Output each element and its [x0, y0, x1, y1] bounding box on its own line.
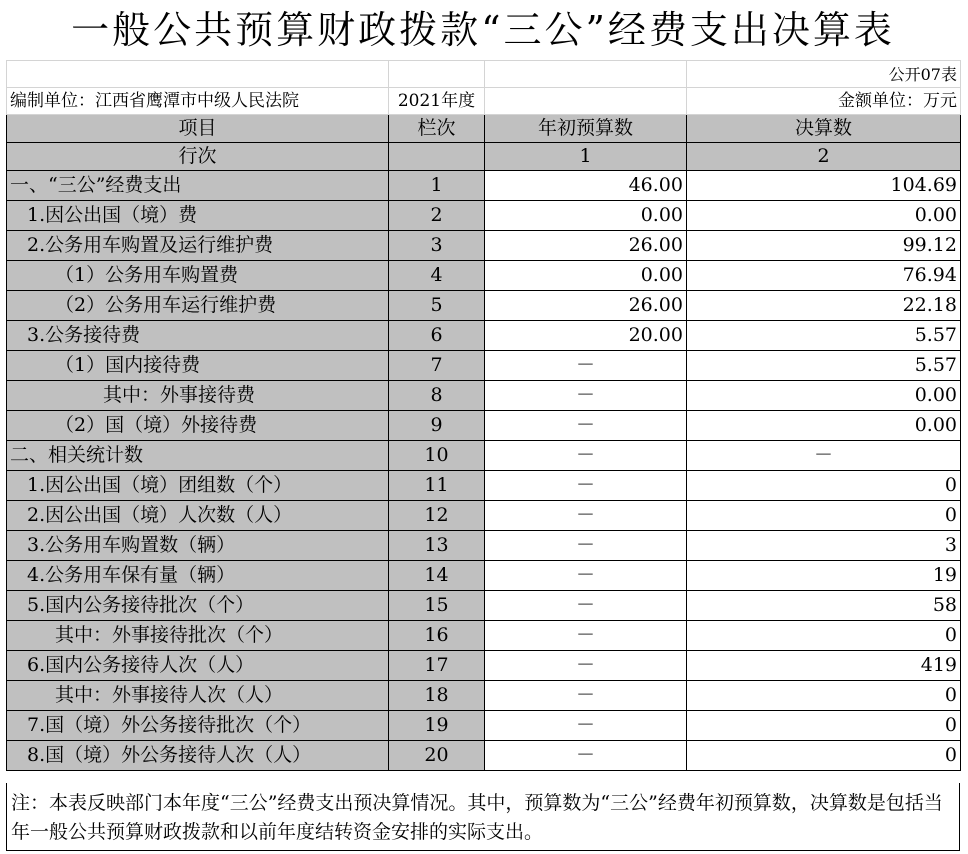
row-seq: 3 [389, 231, 485, 261]
row-seq: 12 [389, 501, 485, 531]
row-seq: 15 [389, 591, 485, 621]
table-row [7, 321, 961, 351]
row-final: 0 [687, 681, 961, 711]
row-final: 0 [687, 621, 961, 651]
row-budget: － [485, 411, 687, 441]
row-seq: 20 [389, 741, 485, 771]
row-seq: 5 [389, 291, 485, 321]
row-item: 1.因公出国（境）团组数（个） [7, 471, 389, 501]
table-row [7, 531, 961, 561]
row-seq: 1 [389, 171, 485, 201]
row-final: 19 [687, 561, 961, 591]
row-budget: － [485, 531, 687, 561]
row-budget: 26.00 [485, 291, 687, 321]
header-row [7, 115, 961, 143]
row-item: 4.公务用车保有量（辆） [7, 561, 389, 591]
expenditure-table [6, 60, 961, 771]
row-seq: 14 [389, 561, 485, 591]
row-seq: 2 [389, 201, 485, 231]
row-final: 58 [687, 591, 961, 621]
table-row [7, 291, 961, 321]
row-budget: － [485, 441, 687, 471]
row-seq: 16 [389, 621, 485, 651]
table-row [7, 231, 961, 261]
row-budget: － [485, 561, 687, 591]
row-budget: 26.00 [485, 231, 687, 261]
table-row [7, 741, 961, 771]
row-budget: － [485, 501, 687, 531]
row-final: 0 [687, 501, 961, 531]
row-item: 2.因公出国（境）人次数（人） [7, 501, 389, 531]
fiscal-year: 2021年度 [389, 88, 485, 115]
row-budget: － [485, 741, 687, 771]
row-final: 419 [687, 651, 961, 681]
row-budget: 46.00 [485, 171, 687, 201]
row-seq: 18 [389, 681, 485, 711]
row-seq: 4 [389, 261, 485, 291]
table-row [7, 591, 961, 621]
compiling-unit: 编制单位：江西省鹰潭市中级人民法院 [7, 88, 389, 115]
row-seq: 9 [389, 411, 485, 441]
row-budget: － [485, 711, 687, 741]
row-budget: － [485, 621, 687, 651]
table-row [7, 501, 961, 531]
code-row [7, 61, 961, 88]
row-budget: － [485, 681, 687, 711]
table-row [7, 381, 961, 411]
row-budget: － [485, 651, 687, 681]
table-row [7, 171, 961, 201]
row-item: （2）公务用车运行维护费 [7, 291, 389, 321]
header-final: 决算数 [687, 115, 961, 143]
row-final: 0 [687, 711, 961, 741]
row-budget: － [485, 351, 687, 381]
row-item: 二、相关统计数 [7, 441, 389, 471]
table-row [7, 261, 961, 291]
table-row [7, 621, 961, 651]
row-item: 7.国（境）外公务接待批次（个） [7, 711, 389, 741]
row-seq: 13 [389, 531, 485, 561]
row-seq: 6 [389, 321, 485, 351]
table-row [7, 561, 961, 591]
footnote-text: 注：本表反映部门本年度“三公”经费支出预决算情况。其中，预算数为“三公”经费年初预算数，决算数是包括当年一般公共预算财政拨款和以前年度结转资金安排的实际支出。 [11, 792, 943, 843]
row-final: 0.00 [687, 381, 961, 411]
row-seq: 17 [389, 651, 485, 681]
row-item: 3.公务用车购置数（辆） [7, 531, 389, 561]
row-final: 5.57 [687, 351, 961, 381]
table-row [7, 441, 961, 471]
header-col2: 2 [687, 143, 961, 171]
row-item: 3.公务接待费 [7, 321, 389, 351]
row-budget: 0.00 [485, 201, 687, 231]
row-item: （1）国内接待费 [7, 351, 389, 381]
row-final: 76.94 [687, 261, 961, 291]
row-final: 0.00 [687, 411, 961, 441]
table-row [7, 471, 961, 501]
header-item: 项目 [7, 115, 389, 143]
row-final: 0 [687, 471, 961, 501]
table-row [7, 411, 961, 441]
header-index-row [7, 143, 961, 171]
row-final: 5.57 [687, 321, 961, 351]
row-final: 0.00 [687, 201, 961, 231]
row-final: 0 [687, 741, 961, 771]
row-final: － [687, 441, 961, 471]
unit-row [7, 88, 961, 115]
row-seq: 7 [389, 351, 485, 381]
row-item: 其中：外事接待人次（人） [7, 681, 389, 711]
table-row [7, 681, 961, 711]
row-budget: 0.00 [485, 261, 687, 291]
row-seq: 11 [389, 471, 485, 501]
header-budget: 年初预算数 [485, 115, 687, 143]
row-item: （2）国（境）外接待费 [7, 411, 389, 441]
row-final: 3 [687, 531, 961, 561]
row-item: 1.因公出国（境）费 [7, 201, 389, 231]
row-budget: － [485, 381, 687, 411]
table-code: 公开07表 [687, 61, 961, 88]
row-item: 其中：外事接待批次（个） [7, 621, 389, 651]
row-budget: 20.00 [485, 321, 687, 351]
row-budget: － [485, 471, 687, 501]
table-row [7, 651, 961, 681]
row-item: 6.国内公务接待人次（人） [7, 651, 389, 681]
header-row-label: 行次 [7, 143, 389, 171]
row-final: 104.69 [687, 171, 961, 201]
page-title: 一般公共预算财政拨款“三公”经费支出决算表 [71, 8, 895, 52]
header-col1: 1 [485, 143, 687, 171]
header-seq: 栏次 [389, 115, 485, 143]
row-seq: 19 [389, 711, 485, 741]
table-row [7, 351, 961, 381]
row-item: （1）公务用车购置费 [7, 261, 389, 291]
row-seq: 8 [389, 381, 485, 411]
amount-unit: 金额单位：万元 [687, 88, 961, 115]
row-item: 一、“三公”经费支出 [7, 171, 389, 201]
row-budget: － [485, 591, 687, 621]
row-final: 99.12 [687, 231, 961, 261]
table-row [7, 201, 961, 231]
footnote [6, 783, 960, 851]
row-item: 其中：外事接待费 [7, 381, 389, 411]
row-item: 8.国（境）外公务接待人次（人） [7, 741, 389, 771]
row-seq: 10 [389, 441, 485, 471]
row-item: 5.国内公务接待批次（个） [7, 591, 389, 621]
row-item: 2.公务用车购置及运行维护费 [7, 231, 389, 261]
table-row [7, 711, 961, 741]
row-final: 22.18 [687, 291, 961, 321]
